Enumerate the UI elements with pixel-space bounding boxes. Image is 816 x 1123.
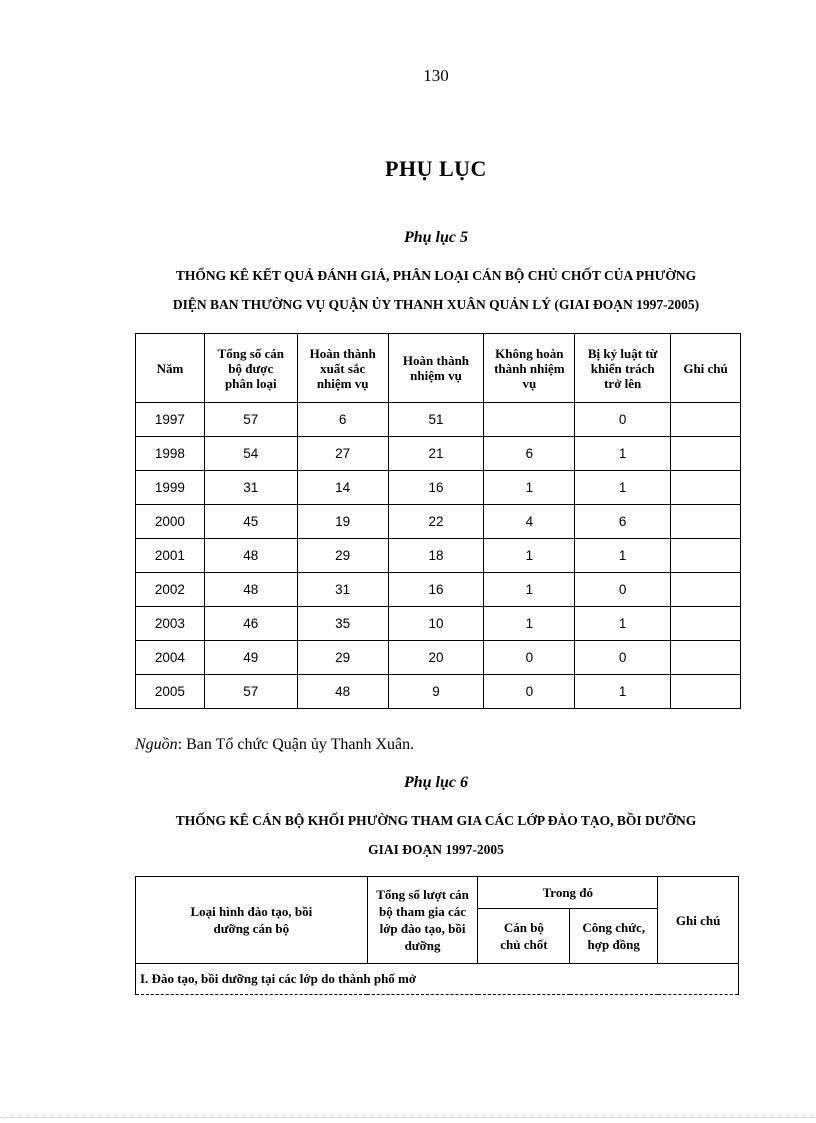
table-cell bbox=[671, 607, 741, 641]
table-cell: 2001 bbox=[136, 539, 205, 573]
table-cell bbox=[484, 403, 575, 437]
table-cell: 0 bbox=[484, 641, 575, 675]
table-cell bbox=[671, 437, 741, 471]
table-cell: 57 bbox=[204, 403, 297, 437]
section-heading: I. Đào tạo, bồi dưỡng tại các lớp do thành phố mở bbox=[136, 964, 739, 995]
table-cell: 1 bbox=[575, 607, 671, 641]
table-cell: 27 bbox=[297, 437, 388, 471]
table-cell: 10 bbox=[388, 607, 484, 641]
table-row bbox=[136, 437, 741, 471]
table-cell: 51 bbox=[388, 403, 484, 437]
table-cell: 1 bbox=[484, 539, 575, 573]
header-year: Năm bbox=[136, 334, 205, 403]
table-row bbox=[136, 539, 741, 573]
header-key-cadres: Cán bộ chủ chốt bbox=[478, 909, 570, 964]
appendix-5-caption-line1: THỐNG KÊ KẾT QUẢ ĐÁNH GIÁ, PHÂN LOẠI CÁN BỘ CHỦ CHỐT CỦA PHƯỜNG bbox=[175, 268, 697, 283]
table-cell: 48 bbox=[204, 539, 297, 573]
table-cell: 14 bbox=[297, 471, 388, 505]
appendix-6-table bbox=[135, 876, 739, 995]
table-row bbox=[136, 573, 741, 607]
table-cell: 46 bbox=[204, 607, 297, 641]
table-cell: 0 bbox=[575, 403, 671, 437]
appendix-5-title: Phụ lục 5 bbox=[403, 229, 468, 246]
table-row bbox=[136, 505, 741, 539]
table-cell bbox=[671, 471, 741, 505]
table-cell: 0 bbox=[484, 675, 575, 709]
header-of-which: Trong đó bbox=[478, 877, 658, 909]
table-cell: 2000 bbox=[136, 505, 205, 539]
table-cell: 20 bbox=[388, 641, 484, 675]
table-cell: 16 bbox=[388, 573, 484, 607]
table-cell: 2004 bbox=[136, 641, 205, 675]
table-cell bbox=[671, 505, 741, 539]
table-row bbox=[136, 403, 741, 437]
table-cell: 31 bbox=[297, 573, 388, 607]
table-cell: 1997 bbox=[136, 403, 205, 437]
table-cell: 35 bbox=[297, 607, 388, 641]
table-header-row bbox=[136, 877, 739, 909]
table-cell: 31 bbox=[204, 471, 297, 505]
table-cell: 6 bbox=[297, 403, 388, 437]
table-cell: 1 bbox=[575, 437, 671, 471]
table-cell: 1 bbox=[484, 607, 575, 641]
table-cell bbox=[671, 403, 741, 437]
table-cell bbox=[671, 573, 741, 607]
table-cell: 57 bbox=[204, 675, 297, 709]
table-cell: 2005 bbox=[136, 675, 205, 709]
table-row bbox=[136, 675, 741, 709]
source-text: : Ban Tổ chức Quận ủy Thanh Xuân. bbox=[177, 736, 415, 753]
table-cell: 16 bbox=[388, 471, 484, 505]
table-row bbox=[136, 471, 741, 505]
appendix-6-caption-line2: GIAI ĐOẠN 1997-2005 bbox=[368, 842, 504, 857]
main-title: PHỤ LỤC bbox=[385, 156, 487, 181]
table-cell: 0 bbox=[575, 641, 671, 675]
table-row bbox=[136, 641, 741, 675]
table-cell: 4 bbox=[484, 505, 575, 539]
table-cell: 19 bbox=[297, 505, 388, 539]
table-cell: 2002 bbox=[136, 573, 205, 607]
table-cell: 1998 bbox=[136, 437, 205, 471]
header-completed: Hoàn thành nhiệm vụ bbox=[388, 334, 484, 403]
header-disciplined: Bị kỷ luật từ khiển trách trở lên bbox=[575, 334, 671, 403]
page-number: 130 bbox=[423, 66, 449, 85]
table-cell: 48 bbox=[297, 675, 388, 709]
header-training-type: Loại hình đào tạo, bồi dưỡng cán bộ bbox=[136, 877, 368, 964]
table-cell: 49 bbox=[204, 641, 297, 675]
table-cell: 1 bbox=[575, 675, 671, 709]
appendix-6-caption-line1: THỐNG KÊ CÁN BỘ KHỐI PHƯỜNG THAM GIA CÁC LỚP ĐÀO TẠO, BỒI DƯỠNG bbox=[175, 813, 697, 828]
source-label: Nguồn bbox=[135, 736, 178, 753]
table-row bbox=[136, 607, 741, 641]
table-cell bbox=[671, 641, 741, 675]
appendix-5-caption-line2: DIỆN BAN THƯỜNG VỤ QUẬN ỦY THANH XUÂN QUẢN LÝ (GIAI ĐOẠN 1997-2005) bbox=[172, 297, 700, 312]
table-cell: 48 bbox=[204, 573, 297, 607]
header-notes: Ghi chú bbox=[658, 877, 739, 964]
table-cell: 9 bbox=[388, 675, 484, 709]
table-cell: 29 bbox=[297, 539, 388, 573]
table-cell: 21 bbox=[388, 437, 484, 471]
table-cell: 45 bbox=[204, 505, 297, 539]
table-cell: 6 bbox=[575, 505, 671, 539]
table-cell: 2003 bbox=[136, 607, 205, 641]
table-cell: 54 bbox=[204, 437, 297, 471]
header-notes: Ghi chú bbox=[671, 334, 741, 403]
header-civil-servants: Công chức, hợp đồng bbox=[570, 909, 658, 964]
appendix-5-caption bbox=[136, 261, 736, 319]
table-cell: 18 bbox=[388, 539, 484, 573]
table-cell: 1 bbox=[484, 573, 575, 607]
table-cell: 1 bbox=[575, 539, 671, 573]
table-cell: 0 bbox=[575, 573, 671, 607]
header-total-classified: Tổng số cán bộ được phân loại bbox=[204, 334, 297, 403]
table-row bbox=[136, 964, 739, 995]
source-note bbox=[135, 736, 414, 754]
table-cell bbox=[671, 539, 741, 573]
header-excellent: Hoàn thành xuất sắc nhiệm vụ bbox=[297, 334, 388, 403]
table-cell: 1 bbox=[575, 471, 671, 505]
page-bottom-divider bbox=[0, 1117, 816, 1118]
appendix-5-table bbox=[135, 333, 741, 709]
appendix-6-caption bbox=[136, 806, 736, 864]
table-cell bbox=[671, 675, 741, 709]
table-cell: 1 bbox=[484, 471, 575, 505]
table-body bbox=[136, 403, 741, 709]
header-not-completed: Không hoàn thành nhiệm vụ bbox=[484, 334, 575, 403]
table-cell: 6 bbox=[484, 437, 575, 471]
table-cell: 1999 bbox=[136, 471, 205, 505]
table-cell: 22 bbox=[388, 505, 484, 539]
table-header-row bbox=[136, 334, 741, 403]
appendix-6-title: Phụ lục 6 bbox=[403, 774, 468, 791]
table-cell: 29 bbox=[297, 641, 388, 675]
header-total-participants: Tổng số lượt cán bộ tham gia các lớp đào tạo, bồi dưỡng bbox=[367, 877, 478, 964]
